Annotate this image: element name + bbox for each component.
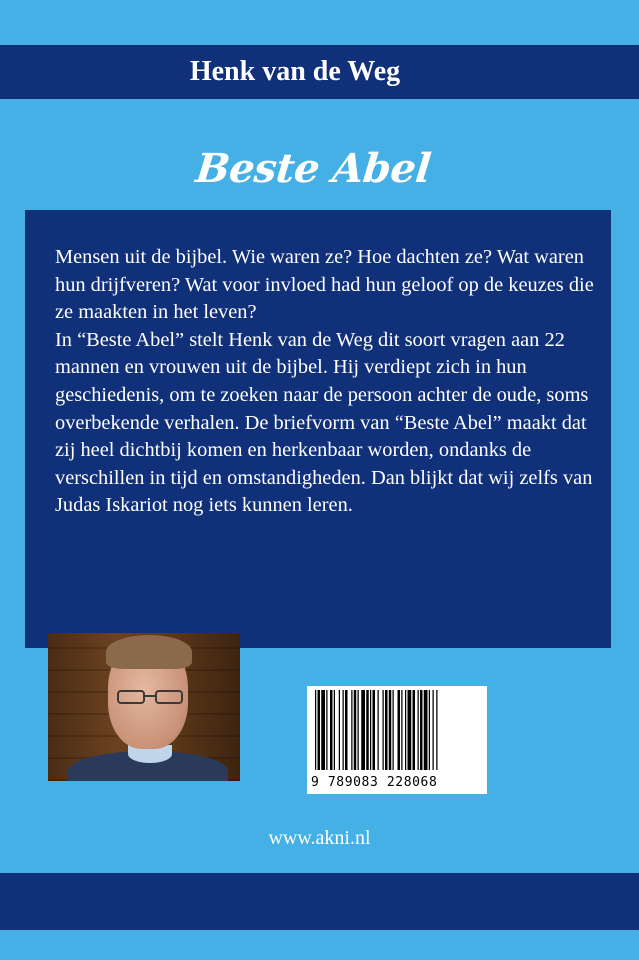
barcode-bar	[383, 690, 384, 770]
barcode-bar	[373, 690, 376, 770]
barcode-bar	[433, 690, 434, 770]
publisher-website: www.akni.nl	[268, 827, 371, 849]
barcode-bar	[413, 690, 416, 770]
barcode-bar	[321, 690, 325, 770]
barcode-bar	[408, 690, 412, 770]
blurb-paragraph-2: In “Beste Abel” stelt Henk van de Weg dit soort vragen aan 22 mannen en vrouwen uit de bijbel. Hij verdiept zich in hun geschiedenis, om te zoeken naar de persoon achter de oude, soms overbekende verhalen. De briefvorm van “Beste Abel” maakt dat zij heel dichtbij komen en herkenbaar worden, ondanks de verschillen in tijd en omstandigheden. Dan blijkt dat wij zelfs van Judas Iskariot nog iets kunnen leren.	[55, 328, 593, 517]
barcode-bar	[361, 690, 365, 770]
barcode-bar	[370, 690, 371, 770]
barcode-bar	[429, 690, 430, 770]
barcode-bar	[389, 690, 392, 770]
book-title: Beste Abel	[193, 145, 433, 192]
isbn-number: 9 789083 228068	[311, 775, 438, 790]
barcode-bar	[318, 690, 321, 770]
blurb-text	[55, 244, 600, 520]
barcode-bar	[345, 690, 348, 770]
barcode-bar	[401, 690, 402, 770]
barcode-bar	[334, 690, 335, 770]
barcode-bar	[366, 690, 369, 770]
barcode-bar	[420, 690, 423, 770]
barcode-bar	[424, 690, 428, 770]
barcode-bar	[351, 690, 352, 770]
barcode-bar	[436, 690, 437, 770]
photo-hair	[106, 635, 192, 669]
barcode-bar	[398, 690, 401, 770]
barcode-bar	[315, 690, 316, 770]
barcode-bar	[354, 690, 357, 770]
author-photo	[48, 633, 240, 781]
barcode-bar	[358, 690, 359, 770]
barcode-bar	[339, 690, 340, 770]
barcode-bar	[405, 690, 406, 770]
barcode-bar	[418, 690, 419, 770]
barcode-bar	[385, 690, 388, 770]
barcode-bar	[330, 690, 333, 770]
glasses-icon	[116, 689, 184, 705]
blurb-paragraph-1: Mensen uit de bijbel. Wie waren ze? Hoe dachten ze? Wat waren hun drijfveren? Wat voor invloed had hun geloof op de keuzes die ze maakten in het leven?	[55, 246, 594, 324]
barcode-bar	[378, 690, 379, 770]
barcode-bar	[343, 690, 344, 770]
author-name: Henk van de Weg	[189, 56, 401, 87]
barcode-bar	[326, 690, 327, 770]
bottom-band	[0, 873, 639, 930]
barcode-bar	[393, 690, 394, 770]
